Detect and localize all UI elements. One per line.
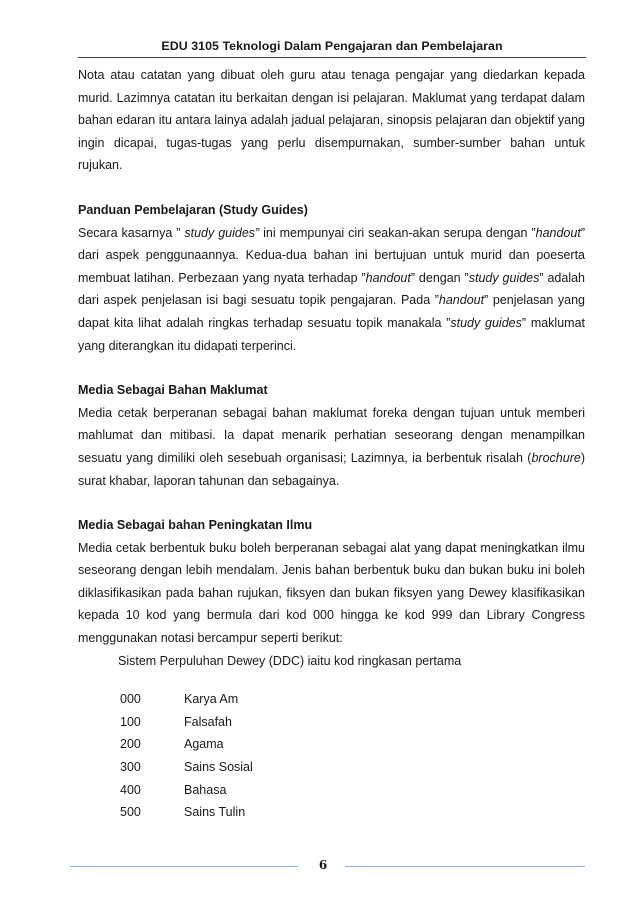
ddc-code: 000	[120, 692, 141, 707]
media-maklumat-paragraph	[78, 402, 585, 492]
section-heading-media-ilmu: Media Sebagai bahan Peningkatan Ilmu	[78, 518, 313, 533]
header-divider	[78, 57, 586, 58]
text-run: Secara kasarnya ”	[78, 225, 185, 240]
text-run: ) surat khabar, laporan tahunan dan sebagainya.	[78, 450, 585, 488]
footer-divider-right	[345, 866, 585, 867]
document-body	[78, 64, 585, 824]
ddc-row	[120, 733, 585, 756]
ddc-label: Falsafah	[184, 714, 232, 729]
emphasis-run: study guides”	[184, 225, 260, 240]
ddc-label: Agama	[184, 737, 224, 752]
text-run: ini mempunyai ciri seakan-akan serupa dengan ”	[259, 225, 536, 240]
intro-paragraph: Nota atau catatan yang dibuat oleh guru atau tenaga pengajar yang diedarkan kepada murid. Lazimnya catatan itu berkaitan dengan isi pelajaran. Maklumat yang terdapat dalam bahan edaran itu antara lainya adalah jadual pelajaran, sinopsis pelajaran dan objektif yang ingin dicapai, tugas-tugas yang perlu disempurnakan, sumber-sumber bahan untuk rujukan.	[78, 68, 585, 173]
ddc-code: 200	[120, 737, 141, 752]
emphasis-run: handout	[365, 270, 411, 285]
ddc-code: 300	[120, 760, 141, 775]
emphasis-run: handout	[535, 225, 581, 240]
ddc-label: Sains Sosial	[184, 760, 253, 775]
ddc-code: 500	[120, 805, 141, 820]
emphasis-run: handout	[438, 293, 485, 308]
section-heading-media-maklumat: Media Sebagai Bahan Maklumat	[78, 383, 268, 398]
ddc-row	[120, 711, 585, 734]
ddc-label: Sains Tulin	[184, 805, 246, 820]
media-ilmu-paragraph: Media cetak berbentuk buku boleh berperanan sebagai alat yang dapat meningkatkan ilmu seseorang dengan lebih mendalam. Jenis bahan berbentuk buku dan bukan buku ini boleh diklasifikasikan pada bahan rujukan, fiksyen dan bukan fiksyen yang Dewey klasifikasikan kepada 10 kod yang bermula dari kod 000 hingga ke kod 999 dan Library Congress menggunakan notasi bercampur seperti berikut:	[78, 540, 585, 646]
ddc-label: Bahasa	[184, 782, 227, 797]
page-number: 6	[318, 858, 328, 872]
page-header-title: EDU 3105 Teknologi Dalam Pengajaran dan Pembelajaran	[161, 39, 503, 53]
emphasis-run: study guides	[468, 270, 540, 285]
text-run: ” dengan ”	[410, 270, 469, 285]
ddc-code-list	[120, 688, 585, 824]
ddc-row	[120, 801, 585, 824]
emphasis-run: study guides	[450, 315, 522, 330]
text-run: Media cetak berperanan sebagai bahan maklumat foreka dengan tujuan untuk memberi mahlumat dan mitibasi. Ia dapat menarik perhatian seseorang dengan menampilkan sesuatu yang dimiliki oleh sesebuah organisasi; Lazimnya, ia berbentuk risalah (	[78, 405, 585, 465]
text-run: ” maklumat yang diterangkan itu didapati terperinci.	[78, 315, 585, 353]
text-run: ” dari aspek penggunaannya. Kedua-dua bahan ini bertujuan untuk murid dan poeserta membuat latihan. Perbezaan yang nyata terhadap ”	[78, 225, 585, 285]
ddc-row	[120, 756, 585, 779]
ddc-row	[120, 688, 585, 711]
emphasis-run: brochure	[531, 450, 581, 465]
ddc-label: Karya Am	[184, 692, 239, 707]
text-run: ” penjelasan yang dapat kita lihat adalah ringkas terhadap sesuatu topik manakala ”	[78, 293, 585, 330]
ddc-code: 400	[120, 782, 141, 797]
ddc-row	[120, 779, 585, 802]
footer-divider-left	[70, 866, 298, 867]
section-heading-study-guides: Panduan Pembelajaran (Study Guides)	[78, 202, 308, 217]
ddc-intro-line: Sistem Perpuluhan Dewey (DDC) iaitu kod ringkasan pertama	[118, 653, 462, 668]
text-run: ” adalah dari aspek penjelasan isi bagi sesuatu topik pengajaran. Pada ”	[78, 270, 586, 308]
ddc-code: 100	[120, 714, 141, 729]
study-guides-paragraph	[78, 222, 585, 358]
